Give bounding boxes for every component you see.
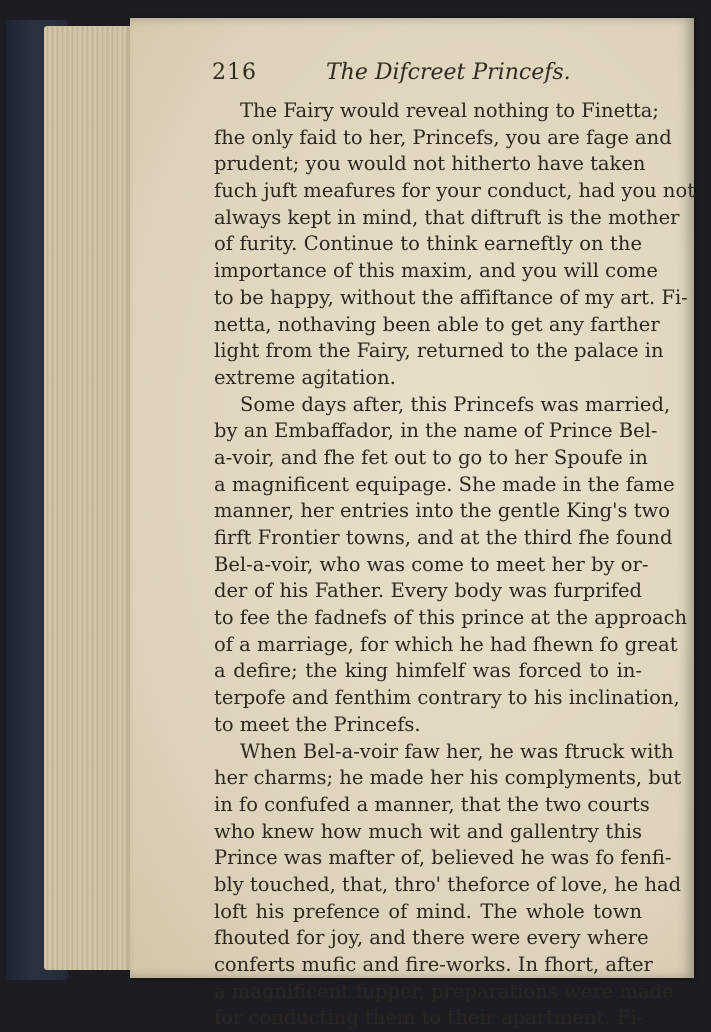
text-line: When Bel-a-voir faw her, he was ftruck with — [240, 739, 674, 763]
text-line: a magnificent fupper, preparations were made — [214, 979, 674, 1003]
text-line: terpofe and fenthim contrary to his inclination, — [214, 686, 680, 710]
text-line: to fee the fadnefs of this prince at the approach — [214, 606, 688, 630]
text-line: a-voir, and fhe fet out to go to her Spoufe in — [214, 445, 648, 469]
text-line: manner, her entries into the gentle King's two — [214, 499, 670, 523]
text-line: for conducting them to their apartment. Fi- — [214, 1006, 644, 1030]
text-line: light from the Fairy, returned to the palace in — [214, 339, 664, 363]
page-header — [212, 58, 652, 94]
text-line: Bel-a-voir, who was come to meet her by or- — [214, 552, 649, 576]
text-line: Some days after, this Princefs was married, — [240, 392, 671, 416]
text-line: a defire; the king himfelf was forced to in- — [214, 659, 642, 683]
text-line: of furity. Continue to think earneftly on the — [214, 232, 642, 256]
text-line: a magnificent equipage. She made in the fame — [214, 472, 675, 496]
text-line: extreme agitation. — [214, 365, 396, 389]
text-line: The Fairy would reveal nothing to Finetta; — [240, 99, 659, 122]
text-line: netta, nothaving been able to get any farther — [214, 312, 660, 336]
text-line: who knew how much wit and gallentry this — [214, 819, 642, 843]
text-line: loft his prefence of mind. The whole town — [214, 899, 642, 923]
text-line: of a marriage, for which he had fhewn fo great — [214, 632, 678, 656]
text-line: der of his Father. Every body was furprifed — [214, 579, 642, 603]
text-line: prudent; you would not hitherto have taken — [214, 152, 646, 176]
page-number: 216 — [212, 60, 257, 85]
text-line: bly touched, that, thro' theforce of love, he had — [214, 872, 682, 896]
text-line: to meet the Princefs. — [214, 712, 421, 736]
running-head: The Difcreet Princefs. — [326, 60, 571, 85]
text-line: fuch juft meafures for your conduct, had you not — [214, 179, 696, 203]
text-line: Prince was mafter of, believed he was fo fenfi- — [214, 846, 672, 870]
text-line: importance of this maxim, and you will come — [214, 259, 658, 283]
text-line: in fo confufed a manner, that the two courts — [214, 792, 650, 816]
body-text — [214, 98, 696, 1032]
text-line: fhouted for joy, and there were every where — [214, 926, 649, 950]
text-line: fhe only faid to her, Princefs, you are fage and — [214, 125, 672, 149]
text-line: firft Frontier towns, and at the third fhe found — [214, 526, 673, 549]
text-line: to be happy, without the affiftance of my art. Fi- — [214, 285, 688, 309]
text-line: by an Embaffador, in the name of Prince Bel- — [214, 419, 658, 443]
text-line: her charms; he made her his complyments, but — [214, 766, 682, 790]
text-line: conferts mufic and fire-works. In fhort, after — [214, 953, 653, 976]
text-line: always kept in mind, that diftruft is the mother — [214, 205, 680, 229]
